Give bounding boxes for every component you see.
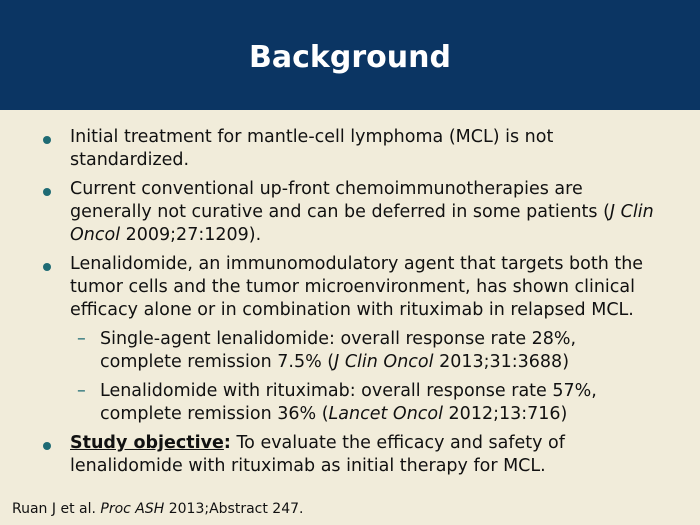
footer-citation xyxy=(12,500,303,518)
journal-name: J Clin Oncol xyxy=(70,202,654,245)
bullet-text: Lenalidomide, an immunomodulatory agent that targets both the tumor cells and the tumor microenvironment, has shown clinical efficacy alone or in combination with rituximab in relapsed MCL. xyxy=(70,254,644,320)
sub-bullet-item xyxy=(0,328,700,374)
journal-name: Lancet Oncol xyxy=(328,404,443,424)
bullet-item xyxy=(0,178,700,247)
dash-icon: – xyxy=(77,381,86,401)
bullet-citation: 2009;27:1209). xyxy=(120,225,262,245)
slide-title: Background xyxy=(249,39,451,75)
objective-colon: : xyxy=(223,433,231,453)
bullet-item xyxy=(0,126,700,172)
objective-text: To evaluate the efficacy and safety of lenalidomide with rituximab as initial therapy for MCL. xyxy=(70,433,565,476)
sub-bullet-citation: 2012;13:716) xyxy=(442,404,568,424)
objective-label: Study objective xyxy=(70,433,224,453)
footer-journal: Proc ASH xyxy=(100,501,165,517)
footer-reference: 2013;Abstract 247. xyxy=(164,501,304,517)
dash-icon: – xyxy=(77,329,86,349)
sub-bullet-text: Single-agent lenalidomide: overall response rate 28%, complete remission 7.5% ( xyxy=(100,329,577,372)
journal-name: J Clin Oncol xyxy=(334,352,434,372)
bullet-dot-icon xyxy=(43,263,51,271)
bullet-dot-icon xyxy=(43,136,51,144)
title-bar xyxy=(0,0,700,110)
footer-authors: Ruan J et al. xyxy=(12,501,101,517)
bullet-item xyxy=(0,253,700,322)
bullet-text: Initial treatment for mantle-cell lymphoma (MCL) is not standardized. xyxy=(70,127,554,170)
sub-bullet-item xyxy=(0,380,700,426)
objective-bullet xyxy=(0,432,700,478)
bullet-text: Current conventional up-front chemoimmunotherapies are generally not curative and can be deferred in some patients ( xyxy=(70,179,610,222)
bullet-dot-icon xyxy=(43,188,51,196)
slide-content xyxy=(0,126,700,484)
bullet-dot-icon xyxy=(43,442,51,450)
sub-bullet-text: Lenalidomide with rituximab: overall response rate 57%, complete remission 36% ( xyxy=(100,381,597,424)
sub-bullet-citation: 2013;31:3688) xyxy=(433,352,570,372)
